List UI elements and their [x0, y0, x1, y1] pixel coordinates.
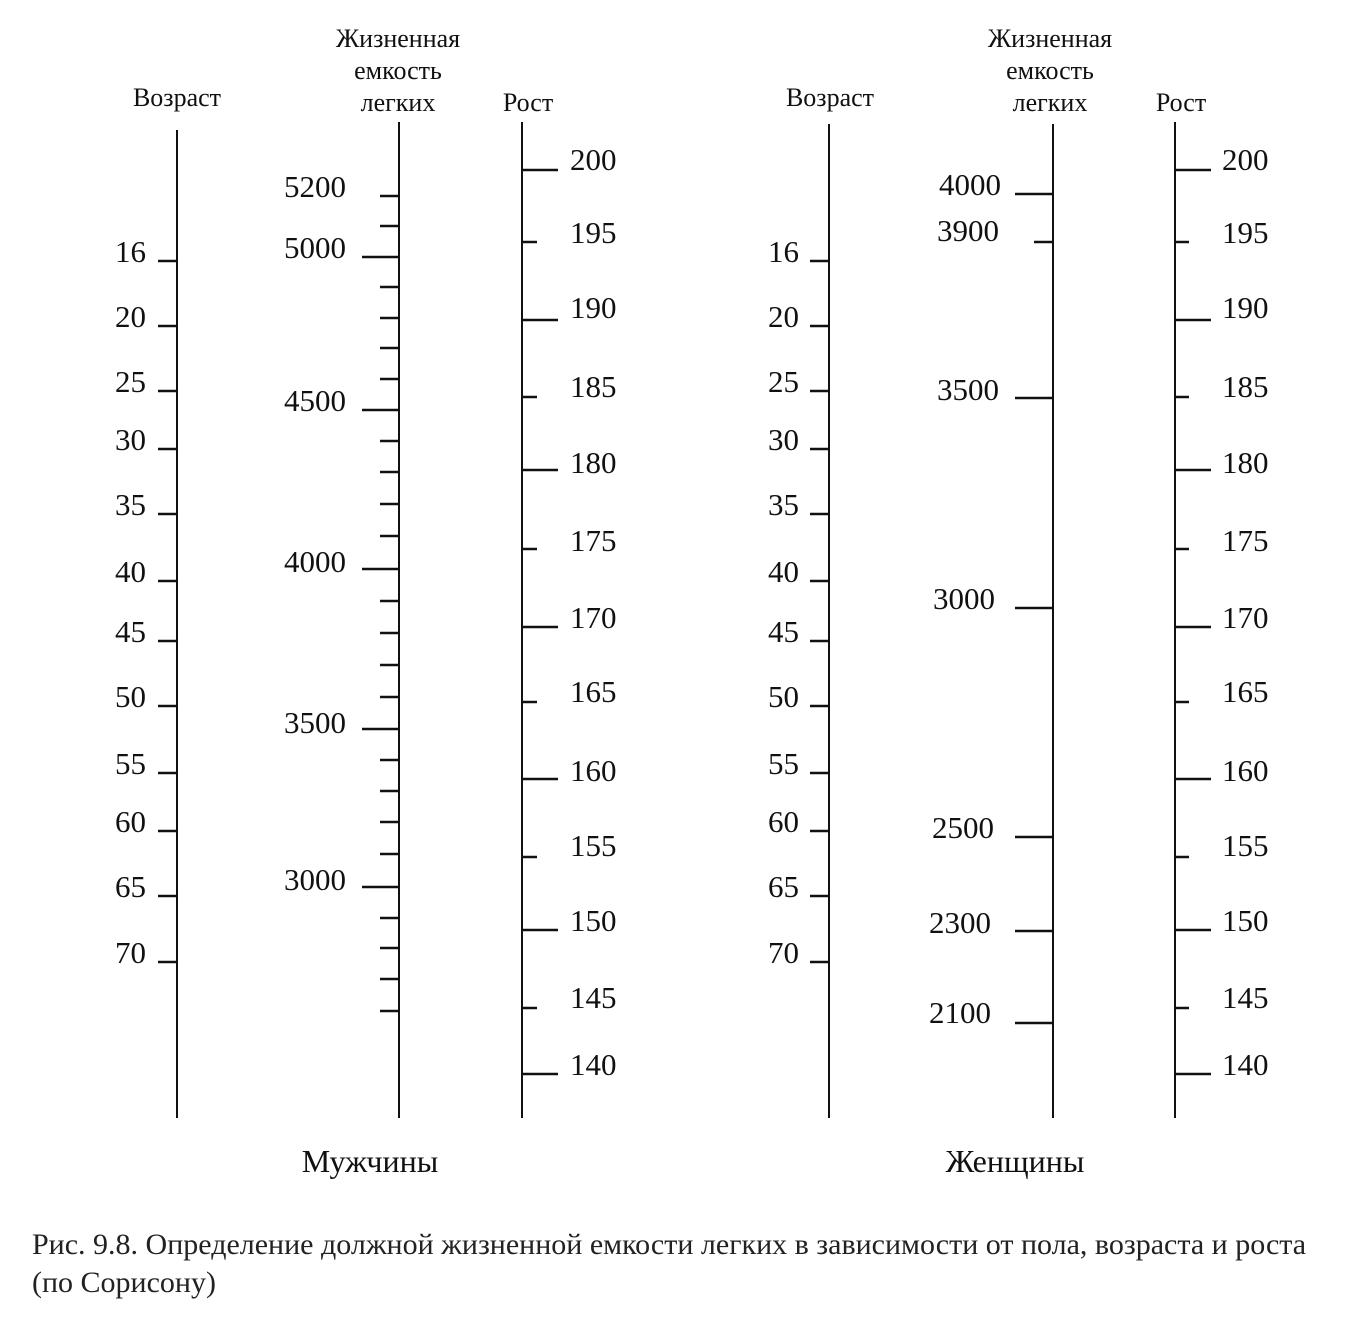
height-label: 165: [1222, 674, 1269, 709]
height-header: Рост: [1155, 88, 1207, 117]
age-label: 35: [115, 487, 146, 522]
capacity-scale: [929, 124, 1053, 1118]
height-label: 175: [1222, 523, 1269, 558]
height-label: 180: [570, 445, 617, 480]
capacity-label: 5000: [284, 230, 346, 265]
capacity-label: 5200: [284, 169, 346, 204]
age-label: 16: [768, 234, 799, 269]
capacity-label: 3900: [937, 213, 999, 248]
age-label: 20: [115, 299, 146, 334]
capacity-scale: [284, 122, 399, 1118]
age-label: 50: [115, 679, 146, 714]
capacity-label: 3000: [284, 862, 346, 897]
panel-women: [768, 24, 1269, 1179]
age-label: 30: [768, 422, 799, 457]
capacity-header-line-2: емкость: [354, 56, 442, 85]
capacity-header-line-1: Жизненная: [987, 24, 1113, 53]
height-label: 195: [1222, 215, 1269, 250]
age-label: 50: [768, 679, 799, 714]
height-label: 145: [570, 980, 617, 1015]
capacity-ticks: [1015, 194, 1053, 1023]
capacity-header-line-2: емкость: [1006, 56, 1094, 85]
panel-title-men: Мужчины: [301, 1143, 439, 1179]
age-header: Возраст: [132, 83, 222, 112]
capacity-header-line-3: легких: [360, 88, 436, 117]
height-label: 165: [570, 674, 617, 709]
height-label: 170: [570, 600, 617, 635]
age-ticks: [810, 261, 829, 962]
height-label: 160: [570, 753, 617, 788]
age-label: 25: [115, 364, 146, 399]
capacity-label: 2300: [929, 905, 991, 940]
age-label: 35: [768, 487, 799, 522]
age-scale: [768, 124, 829, 1118]
panel-men: [115, 24, 617, 1179]
capacity-label: 3500: [284, 705, 346, 740]
height-label: 155: [1222, 828, 1269, 863]
height-label: 185: [1222, 369, 1269, 404]
age-label: 60: [768, 804, 799, 839]
height-label: 155: [570, 828, 617, 863]
age-labels: [768, 234, 799, 970]
age-label: 45: [768, 614, 799, 649]
height-header: Рост: [502, 88, 554, 117]
capacity-label: 3000: [933, 581, 995, 616]
age-label: 20: [768, 299, 799, 334]
capacity-labels: [284, 169, 346, 897]
height-label: 160: [1222, 753, 1269, 788]
panel-title-women: Женщины: [945, 1143, 1085, 1179]
capacity-label: 3500: [937, 372, 999, 407]
height-label: 200: [570, 142, 617, 177]
age-label: 30: [115, 422, 146, 457]
age-label: 45: [115, 614, 146, 649]
height-label: 145: [1222, 980, 1269, 1015]
capacity-label: 4500: [284, 383, 346, 418]
age-label: 65: [115, 869, 146, 904]
capacity-header-line-3: легких: [1012, 88, 1088, 117]
capacity-label: 2500: [932, 810, 994, 845]
age-label: 70: [115, 935, 146, 970]
height-labels: [570, 142, 617, 1082]
height-label: 175: [570, 523, 617, 558]
height-label: 190: [1222, 290, 1269, 325]
height-label: 185: [570, 369, 617, 404]
height-scale: [522, 122, 617, 1118]
height-label: 170: [1222, 600, 1269, 635]
height-scale: [1175, 122, 1269, 1118]
age-label: 55: [115, 746, 146, 781]
figure-caption: Рис. 9.8. Определение должной жизненной емкости легких в зависимости от пола, возраста и роста (по Сорисону): [32, 1228, 1307, 1299]
height-label: 140: [1222, 1047, 1269, 1082]
age-ticks: [158, 261, 177, 962]
height-label: 190: [570, 290, 617, 325]
age-label: 70: [768, 935, 799, 970]
capacity-label: 2100: [929, 995, 991, 1030]
height-label: 150: [1222, 903, 1269, 938]
age-label: 16: [115, 234, 146, 269]
age-label: 40: [768, 554, 799, 589]
height-ticks: [522, 170, 558, 1074]
age-labels: [115, 234, 146, 970]
age-label: 65: [768, 869, 799, 904]
age-label: 55: [768, 746, 799, 781]
capacity-labels: [929, 167, 1001, 1030]
height-label: 200: [1222, 142, 1269, 177]
height-label: 180: [1222, 445, 1269, 480]
height-label: 150: [570, 903, 617, 938]
capacity-label: 4000: [939, 167, 1001, 202]
age-label: 60: [115, 804, 146, 839]
age-scale: [115, 130, 177, 1118]
height-ticks: [1175, 170, 1211, 1074]
capacity-header-line-1: Жизненная: [335, 24, 461, 53]
age-header: Возраст: [785, 83, 875, 112]
height-label: 195: [570, 215, 617, 250]
age-label: 25: [768, 364, 799, 399]
height-label: 140: [570, 1047, 617, 1082]
age-label: 40: [115, 554, 146, 589]
height-labels: [1222, 142, 1269, 1082]
capacity-ticks: [362, 196, 399, 1011]
capacity-label: 4000: [284, 544, 346, 579]
